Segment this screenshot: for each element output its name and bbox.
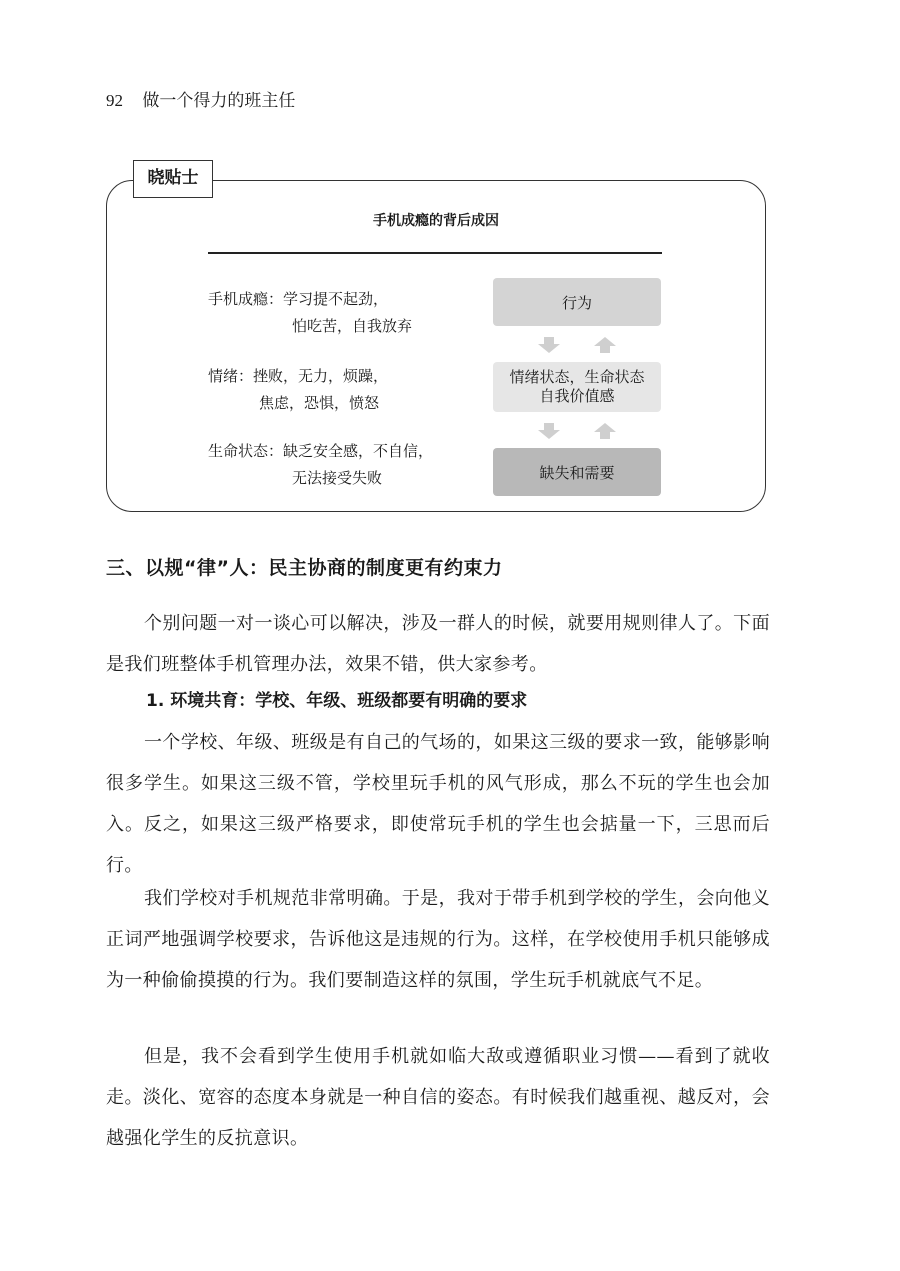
arrow-down-icon (538, 423, 560, 439)
arrow-down-icon (538, 337, 560, 353)
box-emotional-state: 情绪状态，生命状态 自我价值感 (493, 362, 661, 412)
page-number: 92 (106, 91, 123, 110)
book-title: 做一个得力的班主任 (142, 91, 296, 111)
arrow-up-icon (594, 423, 616, 439)
paragraph-1: 一个学校、年级、班级是有自己的气场的，如果这三级的要求一致，能够影响很多学生。如果这三级不管，学校里玩手机的风气形成，那么不玩的学生也会加入。反之，如果这三级严格要求，即使常玩手机的学生也会掂量一下，三思而后行。 (106, 732, 770, 876)
tip-label: 晓贴士 (133, 160, 213, 198)
cause-item-addiction: 手机成瘾：学习提不起劲， 怕吃苦，自我放弃 (208, 290, 413, 335)
cause-item-life-state: 生命状态：缺乏安全感，不自信， 无法接受失败 (208, 442, 434, 487)
title-rule (208, 252, 662, 254)
page-header (106, 86, 295, 111)
paragraph-intro: 个别问题一对一谈心可以解决，涉及一群人的时候，就要用规则律人了。下面是我们班整体手机管理办法，效果不错，供大家参考。 (106, 613, 770, 675)
section-heading: 三、以规“律”人：民主协商的制度更有约束力 (106, 557, 503, 579)
arrow-up-icon (594, 337, 616, 353)
paragraph-3: 但是，我不会看到学生使用手机就如临大敌或遵循职业习惯——看到了就收走。淡化、宽容的态度本身就是一种自信的姿态。有时候我们越重视、越反对，会越强化学生的反抗意识。 (106, 1046, 770, 1149)
box-lack-and-needs: 缺失和需要 (493, 448, 661, 496)
subheading: 1. 环境共育：学校、年级、班级都要有明确的要求 (146, 691, 528, 711)
cause-item-emotion: 情绪：挫败，无力，烦躁， 焦虑，恐惧，愤怒 (208, 367, 389, 412)
box-behavior: 行为 (493, 278, 661, 326)
tip-title: 手机成瘾的背后成因 (373, 213, 499, 229)
paragraph-2: 我们学校对手机规范非常明确。于是，我对于带手机到学校的学生，会向他义正词严地强调学校要求，告诉他这是违规的行为。这样，在学校使用手机只能够成为一种偷偷摸摸的行为。我们要制造这样的氛围，学生玩手机就底气不足。 (106, 888, 770, 991)
